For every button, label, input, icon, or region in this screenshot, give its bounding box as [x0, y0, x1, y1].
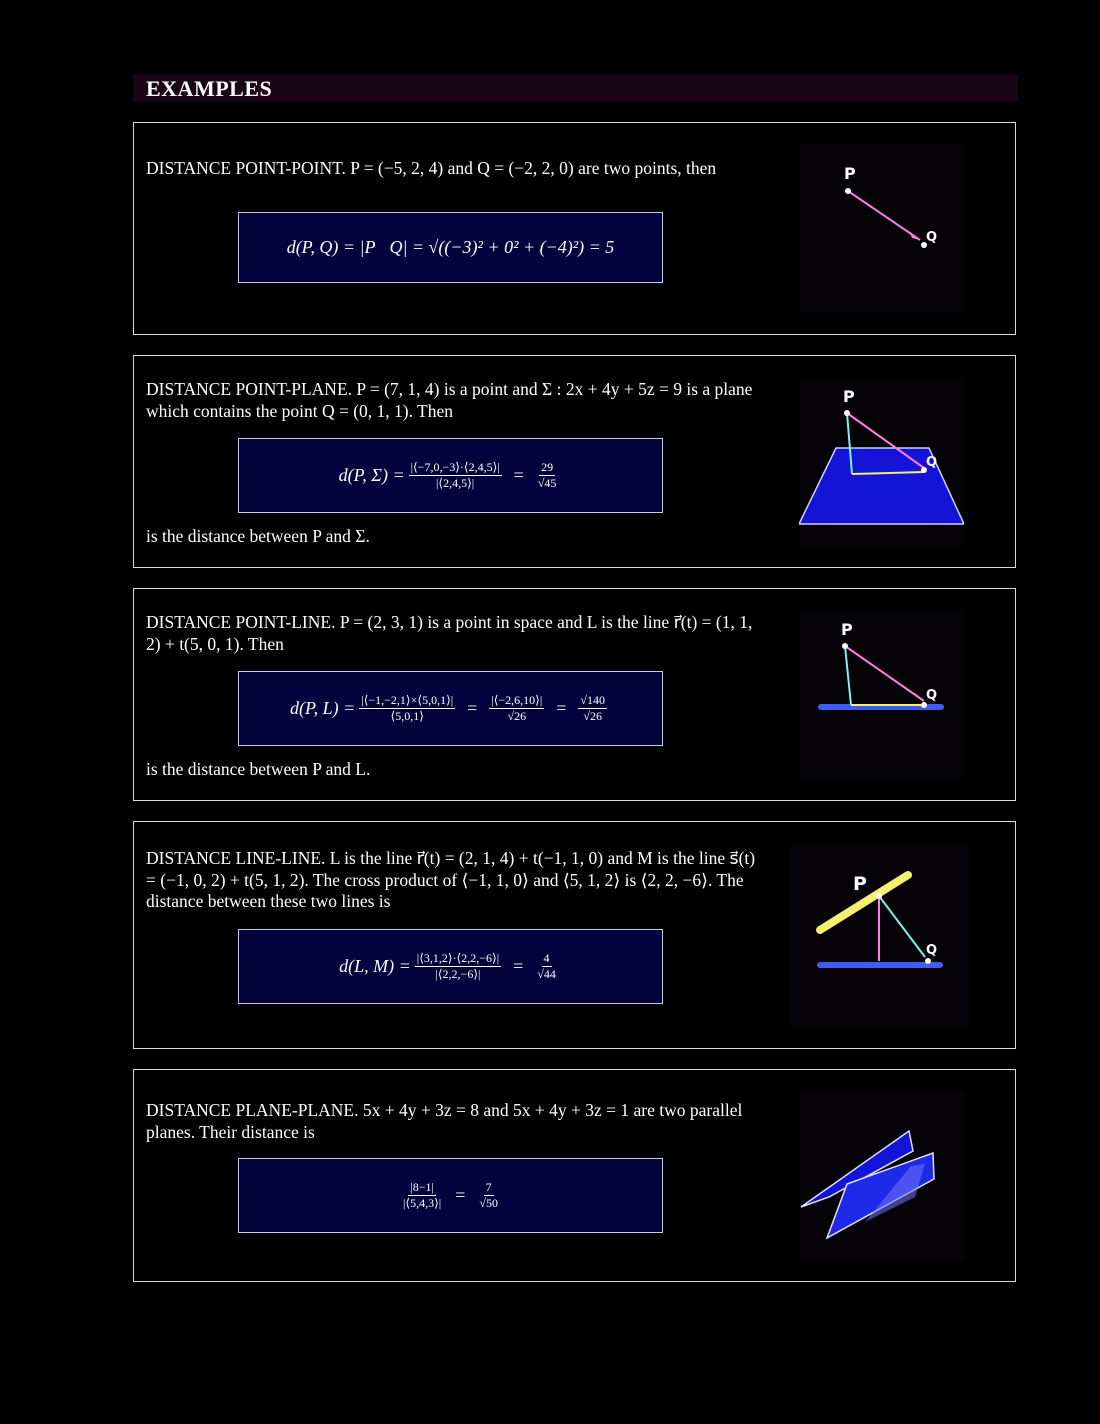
example-text: DISTANCE PLANE-PLANE. 5x + 4y + 3z = 8 and 5x + 4y + 3z = 1 are two parallel planes. Their distance is [146, 1100, 743, 1142]
figure-plane-plane [799, 1092, 964, 1260]
figure-point-plane [799, 378, 964, 546]
fraction: $\frac{29}{√45}$ [537, 460, 557, 490]
label-p: P [844, 164, 856, 183]
diagram [799, 1092, 964, 1260]
figure-point-point [799, 145, 964, 313]
formula-box: $\frac{|8-1|}{|⟨5,4,3⟩|}$ = $\frac{7}{√50}$ [238, 1158, 663, 1233]
example-after-text: is the distance between P and Σ. [146, 526, 370, 546]
example-point-plane [133, 355, 1016, 568]
formula: d(P, Q) = |P⃗Q| = √((−3)² + 0² + (−4)²) = 5 [286, 237, 615, 257]
label-q: Q [926, 943, 938, 958]
fraction: $\frac{|⟨-2,6,10⟩|}{√26}$ [491, 693, 543, 723]
diagram [799, 378, 964, 546]
example-line-line [133, 821, 1016, 1049]
label-p: P [843, 387, 855, 406]
formula-box: d(P, L) = $\frac{|⟨-1,-2,1⟩\times⟨5,0,1⟩|}{⟨5,0,1⟩}$ = $\frac{|⟨-2,6,10⟩|}{√26}$ = $\frac{√140}{√26}$ [238, 671, 663, 746]
fraction: $\frac{4}{√44}$ [537, 951, 556, 981]
example-text: DISTANCE POINT-POINT. P = (−5, 2, 4) and Q = (−2, 2, 0) are two points, then [146, 158, 717, 178]
example-point-point [133, 122, 1016, 335]
label-p: P [853, 873, 867, 895]
example-plane-plane [133, 1069, 1016, 1282]
fraction: $\frac{7}{√50}$ [479, 1180, 498, 1210]
example-text: DISTANCE LINE-LINE. L is the line r⃗(t) = (2, 1, 4) + t(−1, 1, 0) and M is the line s⃗(t) = (−1, 0, 2) + t(5, 1, 2). The cross product of ⟨−1, 1, 0⟩ and ⟨5, 1, 2⟩ is ⟨2, 2, −6⟩. The distance between these two lines is [146, 848, 756, 911]
formula-lhs: d(L, M) = [339, 956, 411, 976]
label-q: Q [926, 688, 938, 703]
label-q: Q [926, 230, 938, 245]
section-header [133, 74, 1018, 102]
label-q: Q [926, 455, 938, 470]
formula-box: d(L, M) = $\frac{|⟨3,1,2⟩\cdot⟨2,2,-6⟩|}{|⟨2,2,-6⟩|}$ = $\frac{4}{√44}$ [238, 929, 663, 1004]
formula-lhs: d(P, Σ) = [338, 465, 405, 485]
fraction: $\frac{|8-1|}{|⟨5,4,3⟩|}$ [403, 1180, 442, 1210]
example-point-line [133, 588, 1016, 801]
example-text: DISTANCE POINT-PLANE. P = (7, 1, 4) is a point and Σ : 2x + 4y + 5z = 9 is a plane which contains the point Q = (0, 1, 1). Then [146, 379, 753, 421]
diagram [799, 145, 964, 313]
fraction: $\frac{√140}{√26}$ [580, 693, 605, 723]
fraction: $\frac{|⟨3,1,2⟩\cdot⟨2,2,-6⟩|}{|⟨2,2,-6⟩|}$ [416, 951, 500, 981]
diagram [790, 844, 971, 1026]
section-title: EXAMPLES [146, 76, 273, 101]
diagram [799, 611, 964, 779]
label-p: P [841, 620, 853, 639]
example-text: DISTANCE POINT-LINE. P = (2, 3, 1) is a point in space and L is the line r⃗(t) = (1, 1, 2) + t(5, 0, 1). Then [146, 612, 753, 654]
formula-box: d(P, Σ) = $\frac{|⟨-7,0,-3⟩\cdot⟨2,4,5⟩|}{|⟨2,4,5⟩|}$ = $\frac{29}{√45}$ [238, 438, 663, 513]
fraction: $\frac{|⟨-1,-2,1⟩\times⟨5,0,1⟩|}{⟨5,0,1⟩}$ [361, 693, 454, 723]
formula-lhs: d(P, L) = [289, 698, 356, 718]
example-after-text: is the distance between P and L. [146, 759, 371, 779]
figure-point-line [799, 611, 964, 779]
figure-line-line [790, 844, 971, 1026]
formula-box [238, 212, 663, 283]
fraction: $\frac{|⟨-7,0,-3⟩\cdot⟨2,4,5⟩|}{|⟨2,4,5⟩|}$ [410, 460, 500, 490]
